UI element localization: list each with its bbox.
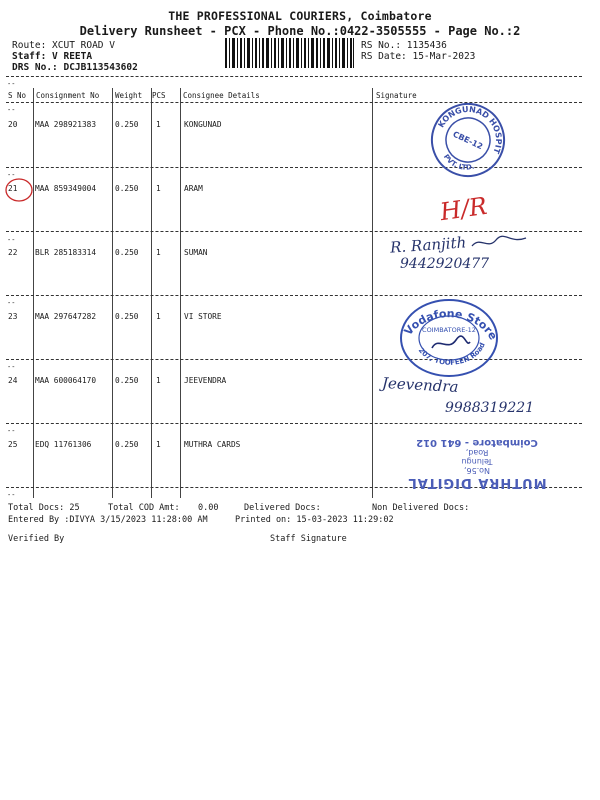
row-marker: --: [7, 491, 16, 499]
total-docs: Total Docs: 25: [8, 503, 80, 513]
runsheet-subtitle: Delivery Runsheet - PCX - Phone No.:0422-3505555 - Page No.:2: [79, 24, 521, 38]
row-sno: 22: [8, 248, 18, 257]
row-marker: --: [7, 236, 16, 244]
divider: [6, 423, 582, 424]
drs-number: DRS No.: DCJB113543602: [12, 62, 138, 73]
staff-label: Staff: V REETA: [12, 51, 93, 62]
row-consignee: KONGUNAD: [184, 120, 222, 129]
col-header-consignee: Consignee Details: [183, 91, 260, 100]
row-consignment: BLR 285183314: [35, 248, 97, 257]
row-sno: 20: [8, 120, 18, 129]
signature: Jeevendra: [381, 374, 459, 396]
non-delivered-docs: Non Delivered Docs:: [372, 503, 470, 513]
row-sno: 23: [8, 312, 18, 321]
red-circle-mark: [3, 176, 37, 204]
row-consignee: JEEVENDRA: [184, 376, 227, 385]
handwritten-mark: H/R: [438, 191, 489, 227]
stamp-line: Coimbatore - 641 012: [416, 437, 538, 448]
row-sno: 25: [8, 440, 18, 449]
stamp-line: No.56,: [464, 466, 491, 475]
col-header-signature: Signature: [376, 91, 417, 100]
row-consignment: MAA 600064170: [35, 376, 97, 385]
row-pcs: 1: [156, 184, 161, 193]
row-pcs: 1: [156, 440, 161, 449]
phone-handwritten: 9988319221: [445, 400, 535, 416]
total-cod-value: 0.00: [198, 503, 219, 513]
row-pcs: 1: [156, 248, 161, 257]
row-consignee: ARAM: [184, 184, 203, 193]
entered-by: Entered By :DIVYA 3/15/2023 11:28:00 AM: [8, 515, 208, 525]
total-cod-label: Total COD Amt:: [108, 503, 180, 513]
stamp-line: Telungu: [461, 457, 493, 466]
phone-handwritten: 9442920477: [400, 256, 490, 272]
row-consignment: MAA 298921383: [35, 120, 97, 129]
svg-text:KONGUNAD HOSPITALS: KONGUNAD HOSPITALS: [436, 104, 504, 155]
column-divider: [372, 88, 373, 498]
row-weight: 0.250: [115, 184, 139, 193]
signature: R. Ranjith: [389, 233, 467, 257]
row-weight: 0.250: [115, 312, 139, 321]
row-marker: --: [7, 106, 16, 114]
row-pcs: 1: [156, 312, 161, 321]
row-consignment: EDQ 11761306: [35, 440, 92, 449]
svg-text:Vodafone Store: Vodafone Store: [401, 307, 500, 343]
printed-on: Printed on: 15-03-2023 11:29:02: [235, 515, 394, 525]
barcode: [225, 38, 355, 68]
svg-text:PVT. LTD.: PVT. LTD.: [441, 152, 476, 172]
rs-date: RS Date: 15-Mar-2023: [361, 51, 476, 62]
row-pcs: 1: [156, 376, 161, 385]
row-weight: 0.250: [115, 440, 139, 449]
muthra-stamp: [392, 430, 562, 490]
row-weight: 0.250: [115, 120, 139, 129]
row-marker: --: [7, 363, 16, 371]
vodafone-stamp: [398, 296, 500, 380]
col-header-consignment: Consignment No: [36, 91, 100, 100]
svg-text:COIMBATORE-12: COIMBATORE-12: [422, 326, 476, 334]
kongunad-stamp: [428, 100, 508, 180]
col-header-sno: S No: [8, 91, 27, 100]
verified-by: Verified By: [8, 534, 65, 544]
row-weight: 0.250: [115, 376, 139, 385]
column-divider: [151, 88, 152, 498]
divider: [6, 76, 582, 77]
route-label: Route: XCUT ROAD V: [12, 40, 115, 51]
rs-number: RS No.: 1135436: [361, 40, 447, 51]
row-consignee: MUTHRA CARDS: [184, 440, 241, 449]
row-consignment: MAA 297647282: [35, 312, 97, 321]
row-marker: --: [7, 299, 16, 307]
row-marker: --: [7, 427, 16, 435]
row-pcs: 1: [156, 120, 161, 129]
delivered-docs: Delivered Docs:: [244, 503, 321, 513]
row-marker: --: [7, 171, 16, 179]
stamp-line: Road,: [465, 448, 489, 457]
row-weight: 0.250: [115, 248, 139, 257]
row-sno: 21: [8, 184, 18, 193]
signature-stroke: [470, 232, 530, 252]
staff-signature: Staff Signature: [270, 534, 347, 544]
column-divider: [180, 88, 181, 498]
row-consignee: SUMAN: [184, 248, 208, 257]
row-marker: --: [7, 80, 16, 88]
col-header-pcs: PCS: [152, 91, 166, 100]
svg-text:207, TOOFEEN Road: 207, TOOFEEN Road: [416, 341, 487, 367]
stamp-line: MUTHRA DIGITAL: [407, 475, 547, 490]
row-consignment: MAA 859349004: [35, 184, 97, 193]
column-divider: [33, 88, 34, 498]
row-consignee: VI STORE: [184, 312, 222, 321]
column-divider: [112, 88, 113, 498]
row-sno: 24: [8, 376, 18, 385]
svg-text:CBE-12: CBE-12: [451, 129, 485, 152]
company-title: THE PROFESSIONAL COURIERS, Coimbatore: [168, 9, 432, 23]
col-header-weight: Weight: [115, 91, 143, 100]
